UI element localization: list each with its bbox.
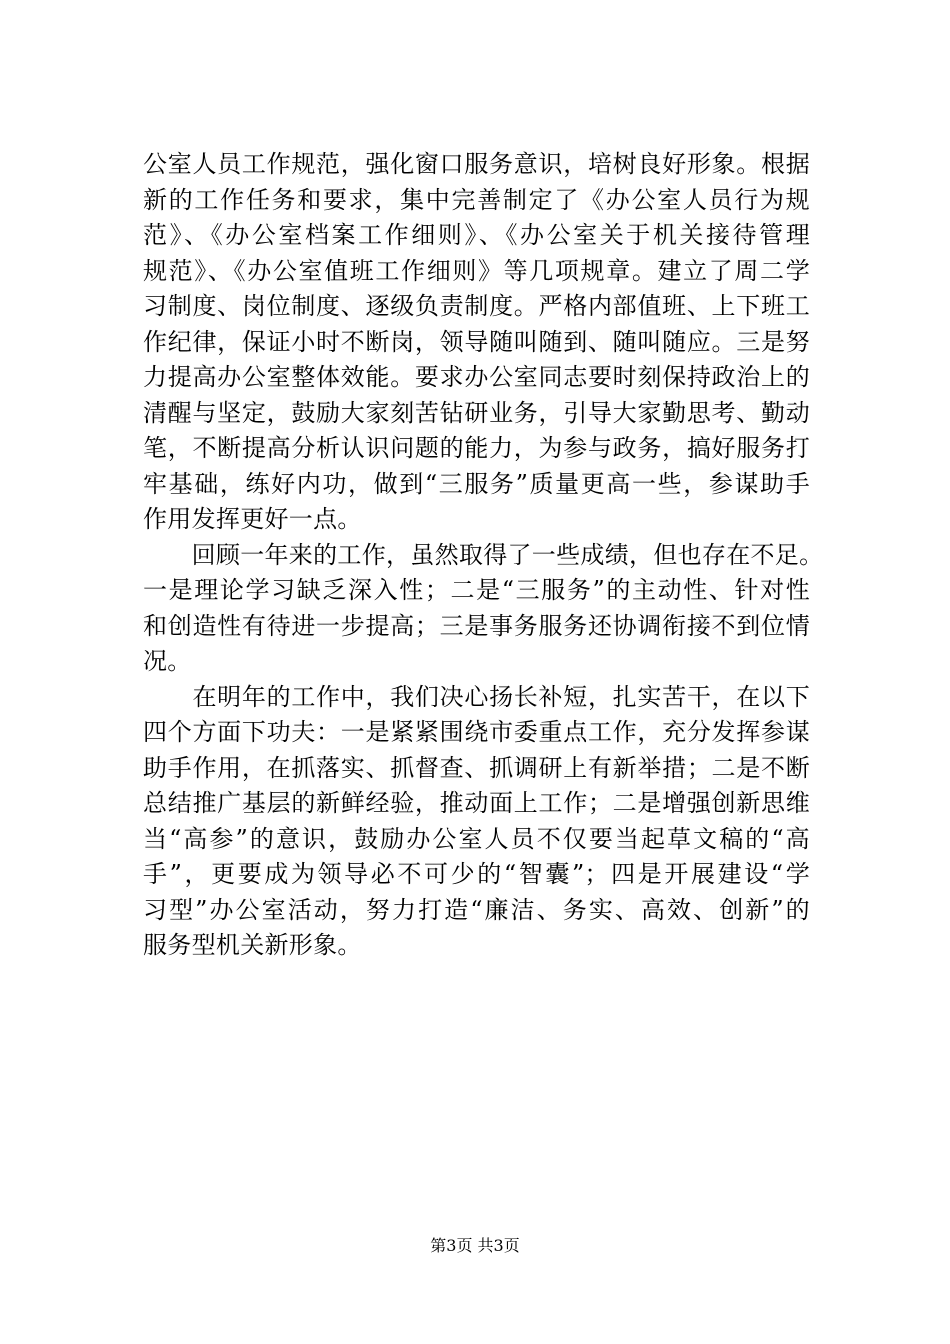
paragraph (143, 147, 810, 538)
text-line: 作用发挥更好一点。 (143, 505, 362, 533)
text-line: 笔，不断提高分析认识问题的能力，为参与政务，搞好服务打 (143, 434, 810, 462)
text-line: 一是理论学习缺乏深入性；二是“三服务”的主动性、针对性 (143, 576, 810, 604)
text-line: 习型”办公室活动，努力打造“廉洁、务实、高效、创新”的 (143, 895, 810, 924)
text-line: 新的工作任务和要求，集中完善制定了《办公室人员行为规 (143, 185, 810, 214)
text-line: 在明年的工作中，我们决心扬长补短，扎实苦干，在以下 (143, 682, 810, 711)
text-line: 规范》、《办公室值班工作细则》等几项规章。建立了周二学 (143, 256, 810, 285)
document-body (143, 147, 824, 964)
text-line: 四个方面下功夫：一是紧紧围绕市委重点工作，充分发挥参谋 (143, 718, 810, 746)
text-line: 力提高办公室整体效能。要求办公室同志要时刻保持政治上的 (143, 363, 810, 391)
text-line: 手”，更要成为领导必不可少的“智囊”；四是开展建设“学 (143, 860, 810, 888)
text-line: 助手作用，在抓落实、抓督查、抓调研上有新举措；二是不断 (143, 753, 810, 782)
text-line: 和创造性有待进一步提高；三是事务服务还协调衔接不到位情 (143, 611, 810, 640)
text-line: 况。 (143, 647, 192, 675)
page-footer (0, 1236, 950, 1256)
text-line: 清醒与坚定，鼓励大家刻苦钻研业务，引导大家勤思考、勤动 (143, 398, 810, 427)
text-line: 牢基础，练好内功，做到“三服务”质量更高一些，参谋助手 (143, 469, 810, 498)
paragraph (143, 680, 810, 964)
text-line: 当“高参”的意识，鼓励办公室人员不仅要当起草文稿的“高 (143, 824, 810, 853)
text-line: 习制度、岗位制度、逐级负责制度。严格内部值班、上下班工 (143, 292, 810, 320)
text-line: 范》、《办公室档案工作细则》、《办公室关于机关接待管理 (143, 221, 810, 249)
text-line: 服务型机关新形象。 (143, 931, 362, 959)
text-line: 总结推广基层的新鲜经验，推动面上工作；二是增强创新思维 (143, 789, 810, 817)
text-line: 作纪律，保证小时不断岗，领导随叫随到、随叫随应。三是努 (143, 327, 810, 356)
page-number-label: 第3页 共3页 (430, 1236, 520, 1255)
paragraph (143, 538, 824, 680)
text-line: 回顾一年来的工作，虽然取得了一些成绩，但也存在不足。 (143, 540, 824, 569)
text-line: 公室人员工作规范，强化窗口服务意识，培树良好形象。根据 (143, 150, 810, 178)
